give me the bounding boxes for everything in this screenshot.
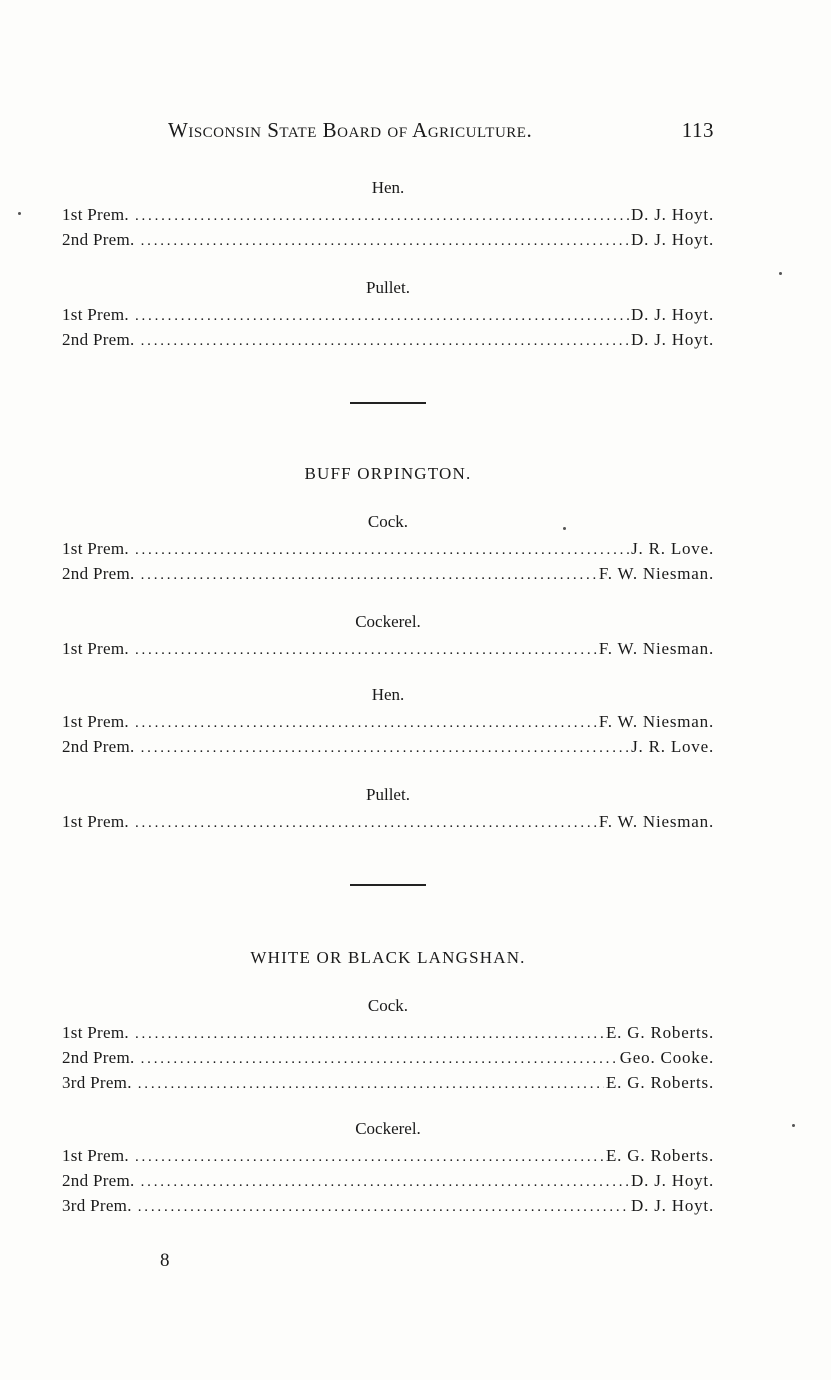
- class-block-pullet: [62, 278, 714, 352]
- dot-leader: [135, 811, 597, 836]
- premium-label: 1st Prem.: [62, 1023, 129, 1042]
- class-heading: Cock.: [367, 996, 409, 1015]
- winner-name: F. W. Niesman.: [598, 639, 714, 658]
- winner-name: D. J. Hoyt.: [631, 1196, 714, 1215]
- dot-leader: [141, 229, 629, 254]
- dot-leader: [135, 538, 629, 563]
- class-block-cockerel: [62, 612, 714, 661]
- premium-row: [62, 227, 714, 252]
- scan-speck: [792, 1124, 795, 1127]
- class-heading: Cockerel.: [355, 612, 421, 631]
- breed-heading: BUFF ORPINGTON.: [304, 464, 472, 483]
- premium-row: [62, 1045, 714, 1070]
- premium-label: 1st Prem.: [62, 1146, 129, 1165]
- premium-row: [62, 809, 714, 834]
- premium-row: [62, 1168, 714, 1193]
- premium-label: 2nd Prem.: [62, 230, 135, 249]
- dot-leader: [141, 736, 629, 761]
- premium-row: [62, 1143, 714, 1168]
- winner-name: F. W. Niesman.: [598, 812, 714, 831]
- dot-leader: [135, 304, 629, 329]
- dot-leader: [135, 711, 597, 736]
- premium-label: 2nd Prem.: [62, 1048, 135, 1067]
- winner-name: E. G. Roberts.: [606, 1023, 714, 1042]
- dot-leader: [138, 1195, 629, 1220]
- class-heading: Cockerel.: [355, 1119, 421, 1138]
- class-block-hen: [62, 685, 714, 759]
- class-heading: Cock.: [367, 512, 409, 531]
- premium-label: 2nd Prem.: [62, 737, 135, 756]
- premium-row: [62, 734, 714, 759]
- dot-leader: [135, 638, 597, 663]
- premium-label: 3rd Prem.: [62, 1073, 132, 1092]
- premium-label: 3rd Prem.: [62, 1196, 132, 1215]
- class-heading: Pullet.: [366, 278, 410, 297]
- premium-row: [62, 709, 714, 734]
- dot-leader: [138, 1072, 604, 1097]
- scan-speck: [18, 212, 21, 215]
- premium-label: 2nd Prem.: [62, 1171, 135, 1190]
- dot-leader: [141, 563, 597, 588]
- premium-label: 1st Prem.: [62, 305, 129, 324]
- premium-label: 1st Prem.: [62, 812, 129, 831]
- premium-row: [62, 1193, 714, 1218]
- class-block-pullet: [62, 785, 714, 834]
- winner-name: J. R. Love.: [631, 737, 714, 756]
- premium-label: 1st Prem.: [62, 639, 129, 658]
- winner-name: E. G. Roberts.: [606, 1146, 714, 1165]
- class-block-cockerel: [62, 1119, 714, 1218]
- class-heading: Pullet.: [366, 785, 410, 804]
- winner-name: D. J. Hoyt.: [631, 230, 714, 249]
- premium-row: [62, 1070, 714, 1095]
- premium-row: [62, 202, 714, 227]
- scan-speck: [779, 272, 782, 275]
- premium-label: 1st Prem.: [62, 712, 129, 731]
- dot-leader: [141, 1047, 618, 1072]
- winner-name: D. J. Hoyt.: [631, 330, 714, 349]
- winner-name: J. R. Love.: [631, 539, 714, 558]
- dot-leader: [141, 329, 629, 354]
- class-block-hen: [62, 178, 714, 252]
- winner-name: D. J. Hoyt.: [631, 1171, 714, 1190]
- running-title: Wisconsin State Board of Agriculture.: [168, 118, 533, 142]
- section-divider: [350, 402, 426, 404]
- premium-row: [62, 561, 714, 586]
- page-number: 113: [681, 118, 714, 142]
- dot-leader: [135, 1145, 604, 1170]
- class-heading: Hen.: [371, 178, 405, 197]
- premium-row: [62, 327, 714, 352]
- scan-speck: [563, 527, 566, 530]
- premium-label: 2nd Prem.: [62, 330, 135, 349]
- winner-name: D. J. Hoyt.: [631, 305, 714, 324]
- winner-name: E. G. Roberts.: [606, 1073, 714, 1092]
- page-header: [168, 118, 714, 143]
- premium-label: 1st Prem.: [62, 539, 129, 558]
- winner-name: Geo. Cooke.: [619, 1048, 714, 1067]
- class-block-cock: [62, 996, 714, 1095]
- dot-leader: [141, 1170, 629, 1195]
- premium-label: 2nd Prem.: [62, 564, 135, 583]
- signature-mark: 8: [160, 1250, 170, 1271]
- class-block-cock: [62, 512, 714, 586]
- class-heading: Hen.: [371, 685, 405, 704]
- premium-list: [62, 178, 714, 1218]
- premium-row: [62, 636, 714, 661]
- premium-row: [62, 536, 714, 561]
- section-divider: [350, 884, 426, 886]
- winner-name: F. W. Niesman.: [598, 712, 714, 731]
- dot-leader: [135, 204, 629, 229]
- dot-leader: [135, 1022, 604, 1047]
- winner-name: F. W. Niesman.: [598, 564, 714, 583]
- winner-name: D. J. Hoyt.: [631, 205, 714, 224]
- premium-label: 1st Prem.: [62, 205, 129, 224]
- premium-row: [62, 302, 714, 327]
- breed-heading: WHITE OR BLACK LANGSHAN.: [250, 948, 526, 967]
- premium-row: [62, 1020, 714, 1045]
